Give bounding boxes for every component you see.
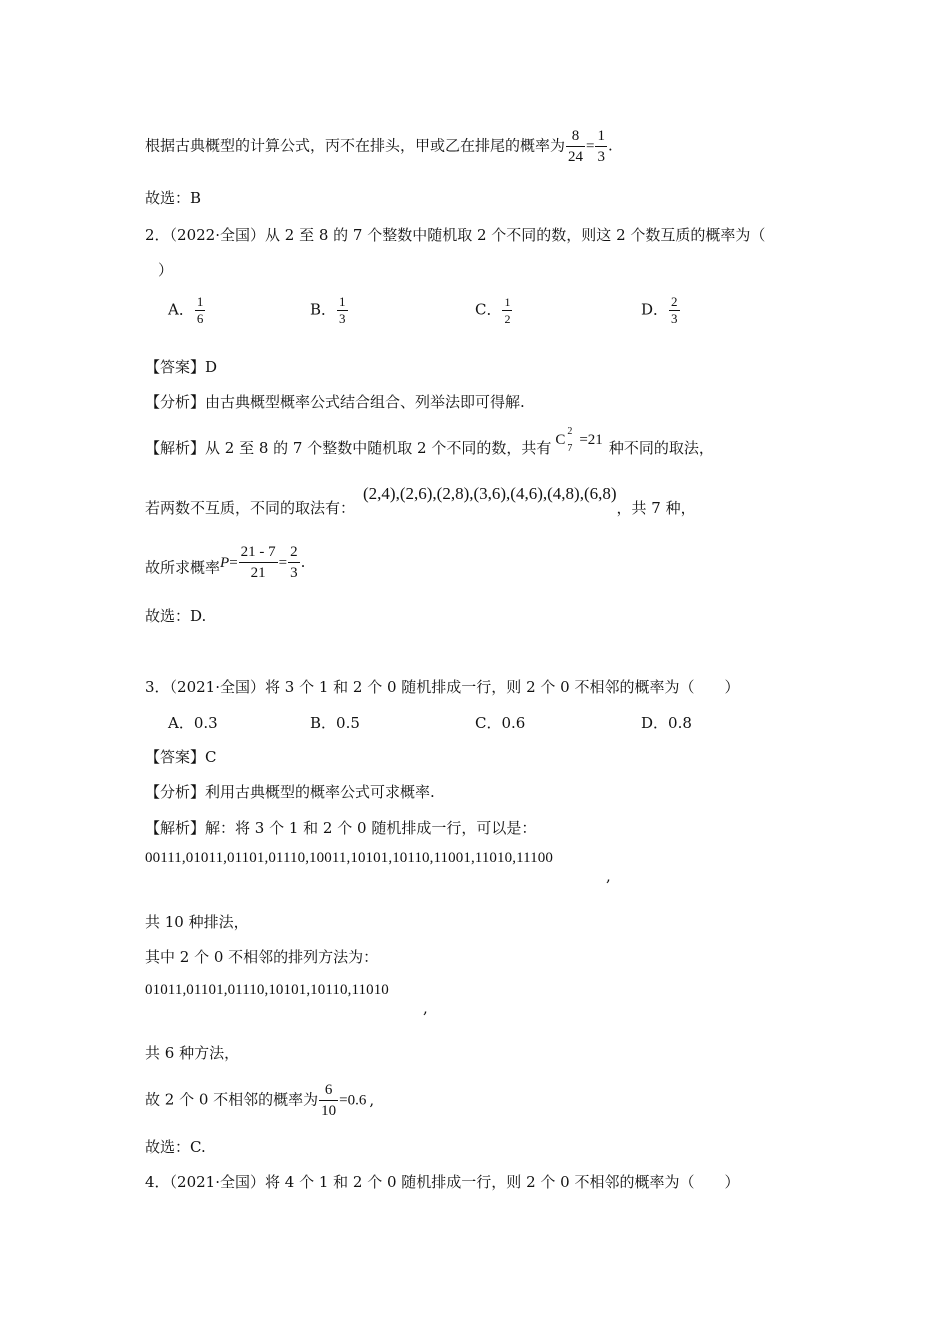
probability-value: =0.6 <box>339 1092 367 1109</box>
frac-den: 3 <box>290 565 298 581</box>
q2-option-c <box>475 294 513 327</box>
q3-comma-2: , <box>423 999 428 1017</box>
q2-analysis: 【分析】由古典概型概率公式结合组合、列举法即可得解. <box>145 393 525 411</box>
solution-text: 若两数不互质，不同的取法有： <box>145 499 356 517</box>
frac-num: 8 <box>566 126 585 147</box>
q2-choice: 故选：D. <box>145 607 207 625</box>
period: . <box>607 136 613 155</box>
solution-text: 故所求概率 <box>145 558 221 577</box>
comb-sub: 7 <box>567 443 573 454</box>
frac-num: 21 - 7 <box>239 542 278 563</box>
q3-total: 共 10 种排法， <box>145 913 249 931</box>
q3-stem: 3．（2021·全国）将 3 个 1 和 2 个 0 随机排成一行，则 2 个 0 不相邻的概率为（ ） <box>145 678 740 696</box>
prev-choice: 故选：B <box>145 189 202 207</box>
q2-answer: 【答案】D <box>145 358 218 376</box>
option-label: C． <box>475 300 502 319</box>
frac-num: 1 <box>504 295 511 309</box>
equals: = <box>278 554 288 571</box>
fraction-8-24 <box>566 126 585 167</box>
q3-analysis: 【分析】利用古典概型的概率公式可求概率. <box>145 783 435 801</box>
frac-den: 2 <box>504 312 511 326</box>
q3-option-c: C．0.6 <box>475 714 526 732</box>
q3-solution-intro: 【解析】解：将 3 个 1 和 2 个 0 随机排成一行，可以是： <box>145 819 537 837</box>
equals: = <box>586 138 595 155</box>
frac-num: 1 <box>196 294 204 309</box>
frac-den: 21 <box>250 565 266 581</box>
q3-all-sequences: 00111,01011,01101,01110,10011,10101,10110,11001,11010,11100 <box>145 850 553 866</box>
frac-den: 6 <box>196 311 204 326</box>
q3-choice: 故选：C. <box>145 1138 206 1156</box>
variable-p: P <box>220 554 230 571</box>
option-label: B． <box>310 300 337 319</box>
q4-stem: 4．（2021·全国）将 4 个 1 和 2 个 0 随机排成一行，则 2 个 0 不相邻的概率为（ ） <box>145 1173 740 1191</box>
period: . <box>300 552 306 571</box>
q3-count: 共 6 种方法， <box>145 1044 240 1062</box>
q3-option-d: D．0.8 <box>641 714 692 732</box>
non-coprime-pairs: (2,4),(2,6),(2,8),(3,6),(4,6),(4,8),(6,8) <box>363 484 617 503</box>
frac-num: 1 <box>595 126 607 147</box>
option-label: A． <box>168 300 194 319</box>
option-fraction <box>337 294 348 327</box>
frac-den: 3 <box>671 311 678 326</box>
q2-stem: 2．（2022·全国）从 2 至 8 的 7 个整数中随机取 2 个不同的数，则这 2 个数互质的概率为（ <box>145 226 766 244</box>
comb-result: =21 <box>579 432 603 448</box>
q2-solution-line3 <box>145 544 306 589</box>
fraction-21-7-21 <box>239 542 278 583</box>
option-fraction <box>669 294 680 327</box>
q3-option-a: A．0.3 <box>168 714 218 732</box>
prev-solution-line <box>145 126 613 167</box>
frac-num: 2 <box>288 542 300 563</box>
comb-sup: 2 <box>567 426 573 437</box>
frac-num: 1 <box>339 294 346 309</box>
q3-option-b: B．0.5 <box>310 714 360 732</box>
fraction-2-3 <box>288 542 300 583</box>
q2-solution-line2 <box>145 484 696 518</box>
q3-probability-line <box>145 1080 374 1121</box>
q3-answer: 【答案】C <box>145 748 217 766</box>
combination-c-7-2 <box>555 426 603 454</box>
fraction-6-10 <box>319 1080 338 1121</box>
frac-den: 24 <box>568 149 584 165</box>
q3-nonadjacent-intro: 其中 2 个 0 不相邻的排列方法为： <box>145 948 379 966</box>
option-label: D． <box>641 300 669 319</box>
solution-text-end: ，共 7 种， <box>616 499 696 517</box>
frac-den: 10 <box>321 1103 337 1119</box>
q3-nonadjacent-sequences: 01011,01101,01110,10101,10110,11010 <box>145 982 389 998</box>
comma: , <box>369 1090 375 1109</box>
option-fraction <box>502 294 512 327</box>
solution-text: 【解析】从 2 至 8 的 7 个整数中随机取 2 个不同的数，共有 <box>145 439 552 457</box>
frac-num: 2 <box>671 294 678 309</box>
option-fraction <box>195 294 206 327</box>
q2-option-b <box>310 294 349 327</box>
q2-option-a <box>168 294 206 327</box>
frac-den: 3 <box>339 311 346 326</box>
q3-comma-1: , <box>606 867 611 885</box>
q2-solution-line1 <box>145 426 714 459</box>
q2-option-d <box>641 294 681 327</box>
prev-solution-text: 根据古典概型的计算公式，丙不在排头，甲或乙在排尾的概率为 <box>145 136 566 155</box>
q2-stem-end: ） <box>158 261 174 279</box>
fraction-1-3 <box>595 126 607 167</box>
frac-den: 3 <box>597 149 605 165</box>
solution-text: 故 2 个 0 不相邻的概率为 <box>145 1090 319 1109</box>
solution-text-end: 种不同的取法， <box>608 439 714 457</box>
frac-num: 6 <box>319 1080 338 1101</box>
comb-base: C <box>555 432 566 448</box>
equals: = <box>229 554 238 571</box>
